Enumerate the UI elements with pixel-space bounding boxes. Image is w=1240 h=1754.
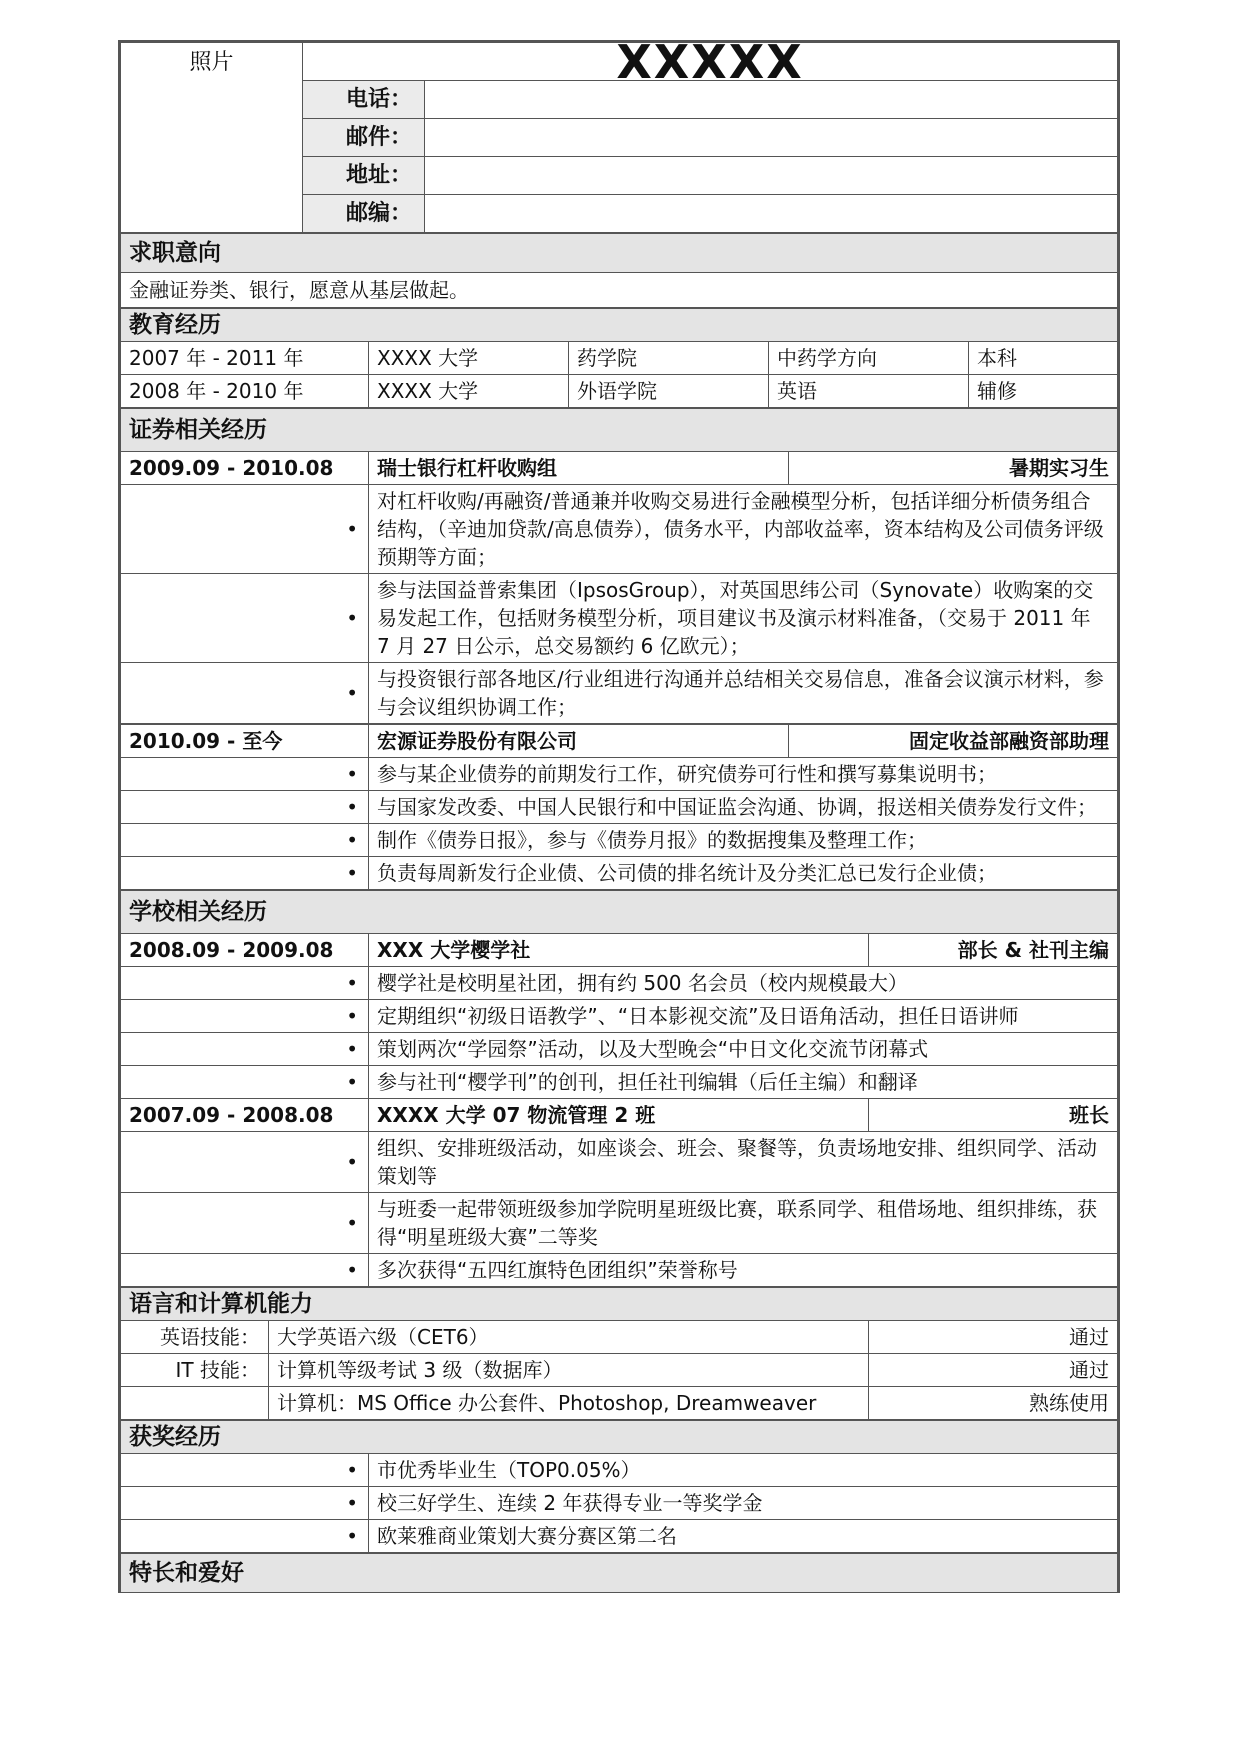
job-bullet-row bbox=[121, 1000, 1118, 1033]
skill-row bbox=[121, 1321, 1118, 1354]
edu-period: 2008 年 - 2010 年 bbox=[121, 375, 369, 408]
skill-label: IT 技能： bbox=[121, 1354, 269, 1387]
edu-period: 2007 年 - 2011 年 bbox=[121, 342, 369, 375]
edu-college: 药学院 bbox=[569, 342, 769, 375]
job-bullet-text: 樱学社是校明星社团，拥有约 500 名会员（校内规模最大） bbox=[369, 967, 1118, 1000]
bullet-icon: • bbox=[121, 1066, 369, 1099]
job-org: 瑞士银行杠杆收购组 bbox=[369, 452, 789, 485]
job-period: 2008.09 - 2009.08 bbox=[121, 934, 369, 967]
resume-sheet bbox=[118, 34, 1120, 1593]
email-label: 邮件： bbox=[303, 119, 425, 157]
award-text: 市优秀毕业生（TOP0.05%） bbox=[369, 1454, 1118, 1487]
skills-title: 语言和计算机能力 bbox=[121, 1288, 1118, 1321]
job-org: 宏源证券股份有限公司 bbox=[369, 725, 789, 758]
hobbies-table bbox=[120, 1553, 1118, 1593]
awards-title: 获奖经历 bbox=[121, 1421, 1118, 1454]
job-bullet-text: 参与社刊“樱学刊”的创刊，担任社刊编辑（后任主编）和翻译 bbox=[369, 1066, 1118, 1099]
job-bullet-text: 与班委一起带领班级参加学院明星班级比赛，联系同学、租借场地、组织排练，获得“明星班级大赛”二等奖 bbox=[369, 1193, 1118, 1254]
postcode-value bbox=[425, 195, 1118, 233]
bullet-icon: • bbox=[121, 663, 369, 724]
education-table bbox=[120, 308, 1118, 408]
school-title: 学校相关经历 bbox=[121, 891, 1118, 934]
job-header bbox=[121, 1099, 1118, 1132]
bullet-icon: • bbox=[121, 1487, 369, 1520]
job-role: 班长 bbox=[869, 1099, 1118, 1132]
award-text: 欧莱雅商业策划大赛分赛区第二名 bbox=[369, 1520, 1118, 1553]
job-bullet-text: 与国家发改委、中国人民银行和中国证监会沟通、协调，报送相关债券发行文件； bbox=[369, 791, 1118, 824]
job-role: 部长 & 社刊主编 bbox=[869, 934, 1118, 967]
job-org: XXX 大学樱学社 bbox=[369, 934, 869, 967]
job-bullet-row bbox=[121, 967, 1118, 1000]
skill-row bbox=[121, 1387, 1118, 1420]
address-value bbox=[425, 157, 1118, 195]
bullet-icon: • bbox=[121, 485, 369, 574]
hobbies-title: 特长和爱好 bbox=[121, 1554, 1118, 1593]
bullet-icon: • bbox=[121, 824, 369, 857]
job-bullet-row bbox=[121, 857, 1118, 890]
job-bullet-row bbox=[121, 1132, 1118, 1193]
objective-title: 求职意向 bbox=[121, 234, 1118, 273]
job-period: 2010.09 - 至今 bbox=[121, 725, 369, 758]
bullet-icon: • bbox=[121, 574, 369, 663]
bullet-icon: • bbox=[121, 1132, 369, 1193]
job-period: 2007.09 - 2008.08 bbox=[121, 1099, 369, 1132]
award-text: 校三好学生、连续 2 年获得专业一等奖学金 bbox=[369, 1487, 1118, 1520]
award-row bbox=[121, 1487, 1118, 1520]
edu-degree: 辅修 bbox=[969, 375, 1118, 408]
job-org: XXXX 大学 07 物流管理 2 班 bbox=[369, 1099, 869, 1132]
bullet-icon: • bbox=[121, 1454, 369, 1487]
skill-item: 大学英语六级（CET6） bbox=[269, 1321, 869, 1354]
phone-label: 电话： bbox=[303, 81, 425, 119]
postcode-label: 邮编： bbox=[303, 195, 425, 233]
job-header bbox=[121, 452, 1118, 485]
job-bullet-row bbox=[121, 758, 1118, 791]
candidate-name: XXXXX bbox=[303, 43, 1118, 81]
job-bullet-row bbox=[121, 574, 1118, 663]
address-label: 地址： bbox=[303, 157, 425, 195]
skill-level: 通过 bbox=[869, 1321, 1118, 1354]
objective-text: 金融证券类、银行，愿意从基层做起。 bbox=[121, 273, 1118, 308]
edu-school: XXXX 大学 bbox=[369, 342, 569, 375]
skill-label bbox=[121, 1387, 269, 1420]
award-row bbox=[121, 1520, 1118, 1553]
skill-label: 英语技能： bbox=[121, 1321, 269, 1354]
job-bullet-text: 与投资银行部各地区/行业组进行沟通并总结相关交易信息，准备会议演示材料，参与会议组织协调工作； bbox=[369, 663, 1118, 724]
bullet-icon: • bbox=[121, 1520, 369, 1553]
bullet-icon: • bbox=[121, 1033, 369, 1066]
education-title: 教育经历 bbox=[121, 309, 1118, 342]
job-bullet-row bbox=[121, 791, 1118, 824]
job-bullet-row bbox=[121, 1254, 1118, 1287]
bullet-icon: • bbox=[121, 791, 369, 824]
job-role: 固定收益部融资部助理 bbox=[789, 725, 1118, 758]
job-bullet-row bbox=[121, 1193, 1118, 1254]
securities-table-2 bbox=[120, 724, 1118, 890]
skills-table bbox=[120, 1287, 1118, 1420]
bullet-icon: • bbox=[121, 758, 369, 791]
skill-level: 通过 bbox=[869, 1354, 1118, 1387]
bullet-icon: • bbox=[121, 857, 369, 890]
job-bullet-row bbox=[121, 485, 1118, 574]
school-table bbox=[120, 890, 1118, 1287]
skill-item: 计算机：MS Office 办公套件、Photoshop, Dreamweaver bbox=[269, 1387, 869, 1420]
job-bullet-text: 参与某企业债券的前期发行工作，研究债券可行性和撰写募集说明书； bbox=[369, 758, 1118, 791]
job-bullet-row bbox=[121, 1066, 1118, 1099]
bullet-icon: • bbox=[121, 1254, 369, 1287]
bullet-icon: • bbox=[121, 967, 369, 1000]
bullet-icon: • bbox=[121, 1000, 369, 1033]
photo-placeholder: 照片 bbox=[121, 43, 303, 233]
skill-item: 计算机等级考试 3 级（数据库） bbox=[269, 1354, 869, 1387]
education-row bbox=[121, 342, 1118, 375]
job-bullet-text: 策划两次“学园祭”活动，以及大型晚会“中日文化交流节闭幕式 bbox=[369, 1033, 1118, 1066]
edu-college: 外语学院 bbox=[569, 375, 769, 408]
job-header bbox=[121, 934, 1118, 967]
edu-major: 英语 bbox=[769, 375, 969, 408]
job-bullet-text: 参与法国益普索集团（IpsosGroup），对英国思纬公司（Synovate）收购案的交易发起工作，包括财务模型分析，项目建议书及演示材料准备，（交易于 2011 年 7 月 27 日公示，总交易额约 6 亿欧元）； bbox=[369, 574, 1118, 663]
job-role: 暑期实习生 bbox=[789, 452, 1118, 485]
job-bullet-text: 制作《债券日报》，参与《债券月报》的数据搜集及整理工作； bbox=[369, 824, 1118, 857]
awards-table bbox=[120, 1420, 1118, 1553]
email-value bbox=[425, 119, 1118, 157]
skill-level: 熟练使用 bbox=[869, 1387, 1118, 1420]
job-header bbox=[121, 725, 1118, 758]
skill-row bbox=[121, 1354, 1118, 1387]
securities-title: 证券相关经历 bbox=[121, 409, 1118, 452]
edu-degree: 本科 bbox=[969, 342, 1118, 375]
education-row bbox=[121, 375, 1118, 408]
job-bullet-text: 多次获得“五四红旗特色团组织”荣誉称号 bbox=[369, 1254, 1118, 1287]
job-bullet-text: 对杠杆收购/再融资/普通兼并收购交易进行金融模型分析，包括详细分析债务组合结构，（辛迪加贷款/高息债券），债务水平，内部收益率，资本结构及公司债务评级预期等方面； bbox=[369, 485, 1118, 574]
job-bullet-text: 组织、安排班级活动，如座谈会、班会、聚餐等，负责场地安排、组织同学、活动策划等 bbox=[369, 1132, 1118, 1193]
job-bullet-text: 负责每周新发行企业债、公司债的排名统计及分类汇总已发行企业债； bbox=[369, 857, 1118, 890]
edu-school: XXXX 大学 bbox=[369, 375, 569, 408]
job-bullet-row bbox=[121, 824, 1118, 857]
header-table bbox=[120, 34, 1118, 233]
job-bullet-text: 定期组织“初级日语教学”、“日本影视交流”及日语角活动，担任日语讲师 bbox=[369, 1000, 1118, 1033]
securities-table bbox=[120, 408, 1118, 724]
objective-table bbox=[120, 233, 1118, 308]
edu-major: 中药学方向 bbox=[769, 342, 969, 375]
award-row bbox=[121, 1454, 1118, 1487]
job-period: 2009.09 - 2010.08 bbox=[121, 452, 369, 485]
bullet-icon: • bbox=[121, 1193, 369, 1254]
job-bullet-row bbox=[121, 663, 1118, 724]
job-bullet-row bbox=[121, 1033, 1118, 1066]
